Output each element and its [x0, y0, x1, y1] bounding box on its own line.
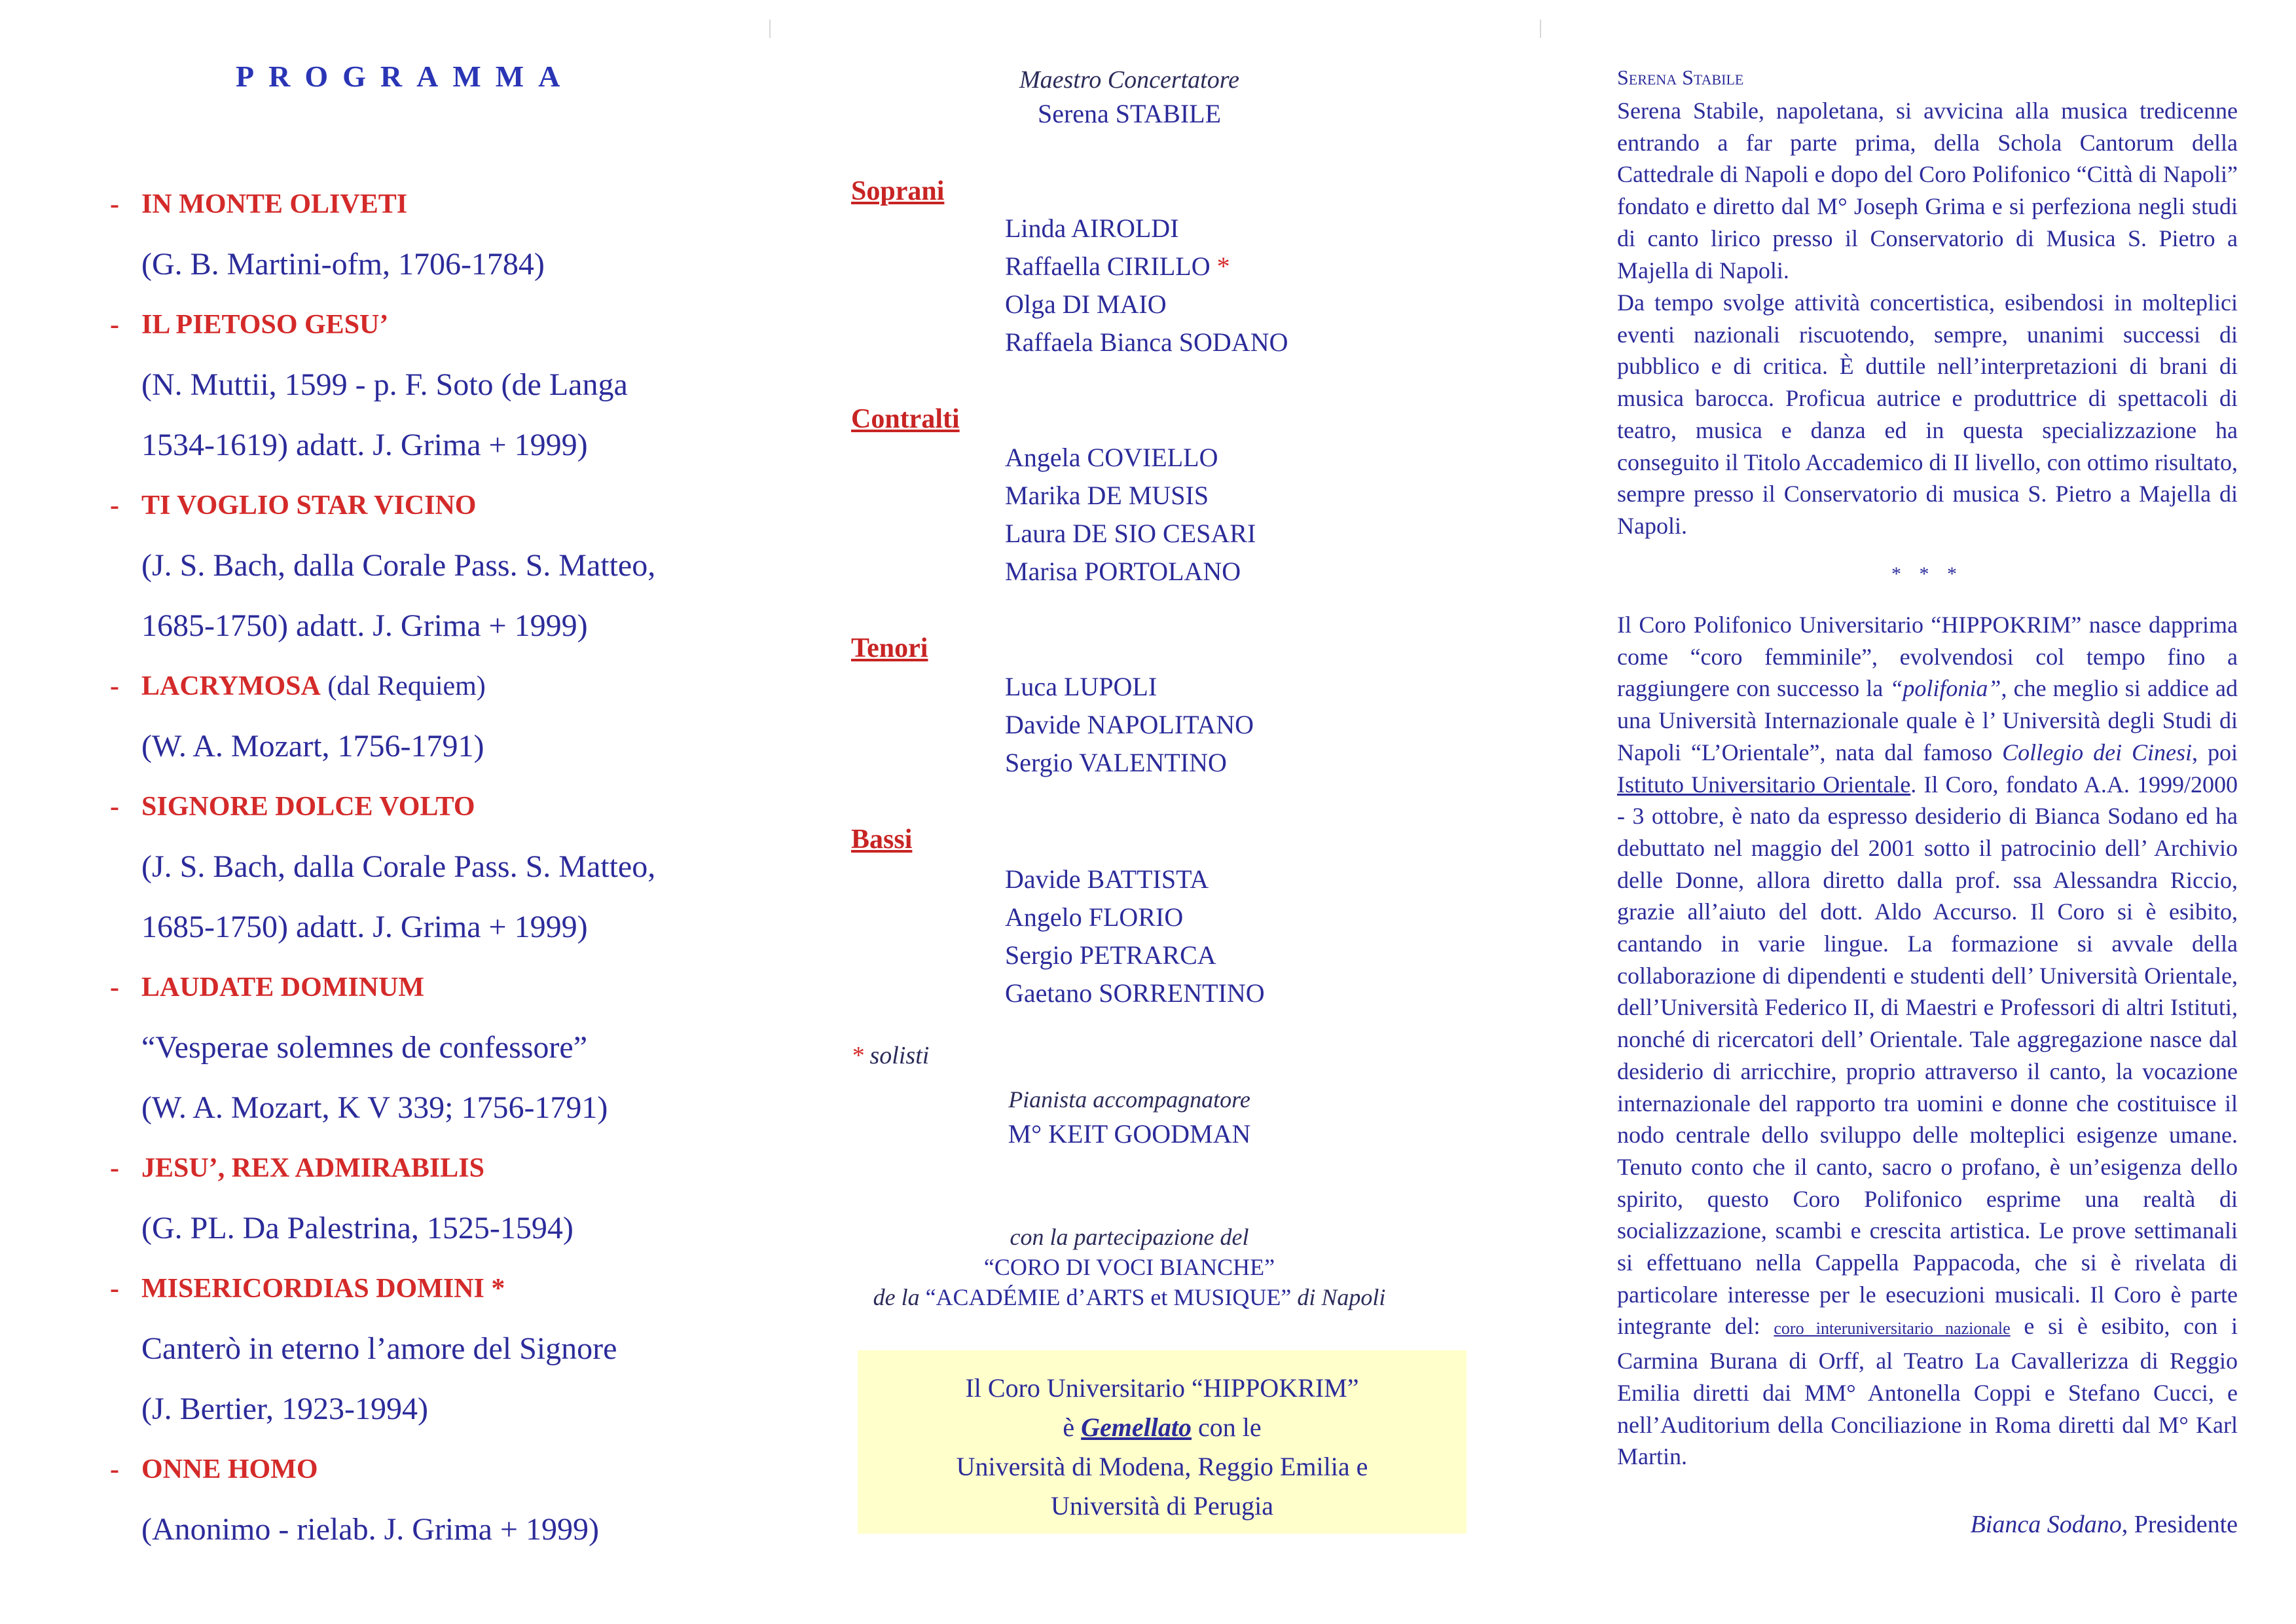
member-name: Marisa PORTOLANO — [1005, 557, 1241, 586]
piece-detail: “Vesperae solemnes de confessore” — [141, 1030, 588, 1065]
program-item — [105, 1268, 733, 1449]
member-name: Gaetano SORRENTINO — [1005, 978, 1265, 1008]
fold-mark-right — [1540, 20, 1541, 38]
member-name: Raffaella CIRILLO * — [1005, 251, 1230, 281]
member-name: Sergio PETRARCA — [1005, 940, 1216, 970]
piece-detail: 1685-1750) adatt. J. Grima + 1999) — [141, 608, 588, 643]
choir-paragraph: Il Coro Polifonico Universitario “HIPPOKRIM” nasce dapprima come “coro femminile”, evolvendosi col tempo fino a raggiungere con successo la “polifonia”, che meglio si addice ad una Università Internazionale quale è l’ Università degli Studi di Napoli “L’Orientale”, nata dal famoso Collegio dei Cinesi, poi Istituto Universitario Orientale. Il Coro, fondato A.A. 1999/2000 - 3 ottobre, è nato da espresso desiderio di Bianca Sodano ed ha debuttato nel maggio del 2001 sotto il patrocinio dell’ Archivio delle Donne, allora diretto dalla prof. ssa Alessandra Riccio, grazie all’aiuto del dott. Aldo Accurso. Il Coro si è esibito, cantando in varie lingue. La formazione si avvale della collaborazione di dipendenti e studenti dell’ Università Orientale, dell’Università Federico II, di Maestri e Professori di altri Istituti, nonché di ricercatori dell’ Orientale. Tale aggregazione nasce dal desiderio di arricchire, proprio attraverso il canto, la vocazione internazionale del rapporto tra uomini e donne che costituisce il nodo centrale dello sviluppo delle molteplici esigenze umane. Tenuto conto che il canto, sacro o profano, è un’esigenza dello spirito, questo Coro Polifonico esprime una realtà di socializzazione, scambi e crescita artistica. Le prove settimanali si effettuano nella Cappella Pappacoda, che si è rivelata di particolare interesse per le esecuzioni musicali. Il Coro è parte integrante del: coro interuniversitario nazionale e si è esibito, con i Carmina Burana di Orff, al Teatro La Cavallerizza di Reggio Emilia diretti dai MM° Antonella Coppi e Stefano Cucci, e nell’Auditorium della Conciliazione in Roma diretti dal M° Karl Martin. — [1617, 612, 2238, 1470]
bullet-dash: - — [110, 310, 119, 340]
participation-de-la: de la — [873, 1284, 920, 1310]
piece-title: - MISERICORDIAS DOMINI * — [105, 1268, 733, 1328]
maestro-name: Serena STABILE — [1037, 99, 1222, 128]
member-name: Laura DE SIO CESARI — [1005, 519, 1256, 548]
piece-title: - LACRYMOSA (dal Requiem) — [105, 665, 733, 726]
program-item — [105, 967, 733, 1147]
program-title: PROGRAMMA — [236, 60, 575, 93]
piece-title: - SIGNORE DOLCE VOLTO — [105, 786, 733, 846]
member-name: Sergio VALENTINO — [1005, 748, 1227, 777]
section-separator: * * * — [1891, 563, 1963, 585]
bullet-dash: - — [110, 972, 119, 1003]
bio-heading: Serena Stabile — [1617, 65, 1744, 89]
program-item — [105, 786, 733, 967]
program-item — [105, 665, 733, 786]
participation-city: di Napoli — [1297, 1284, 1386, 1310]
signature-role: , Presidente — [2121, 1511, 2238, 1538]
piece-detail: (G. B. Martini-ofm, 1706-1784) — [141, 247, 545, 282]
bullet-dash: - — [110, 490, 119, 521]
bullet-dash: - — [110, 1454, 119, 1485]
bullet-dash: - — [110, 189, 119, 219]
program-item — [105, 304, 733, 485]
twinning-box — [858, 1350, 1467, 1534]
signature — [1971, 1510, 2238, 1539]
piece-title: - ONNE HOMO — [105, 1449, 733, 1509]
pianist-name: M° KEIT GOODMAN — [1008, 1119, 1251, 1149]
member-name: Angela COVIELLO — [1005, 443, 1218, 472]
piece-detail: (W. A. Mozart, 1756-1791) — [141, 729, 484, 764]
about-panel — [1617, 0, 2238, 1624]
member-name: Davide BATTISTA — [1005, 864, 1209, 894]
piece-detail: (J. Bertier, 1923-1994) — [141, 1392, 428, 1426]
program-item — [105, 485, 733, 665]
piece-title: - LAUDATE DOMINUM — [105, 967, 733, 1027]
piece-detail: 1685-1750) adatt. J. Grima + 1999) — [141, 910, 588, 944]
section-list-contralti — [1005, 439, 1256, 591]
piece-title: - TI VOGLIO STAR VICINO — [105, 485, 733, 545]
gemellato-word: Gemellato — [1081, 1412, 1192, 1442]
soloist-label: solisti — [869, 1042, 930, 1069]
program-item — [105, 183, 733, 304]
piece-detail: (N. Muttii, 1599 - p. F. Soto (de Langa — [141, 367, 628, 402]
piece-detail: (J. S. Bach, dalla Corale Pass. S. Matteo, — [141, 849, 656, 884]
participation-intro: con la partecipazione del — [1010, 1224, 1249, 1250]
piece-detail: (W. A. Mozart, K V 339; 1756-1791) — [141, 1090, 608, 1125]
member-name: Marika DE MUSIS — [1005, 481, 1209, 510]
section-heading-tenori: Tenori — [851, 633, 928, 663]
member-name: Linda AIROLDI — [1005, 213, 1179, 243]
member-name: Davide NAPOLITANO — [1005, 710, 1254, 739]
program-list — [105, 183, 733, 1569]
section-list-tenori — [1005, 668, 1254, 782]
bullet-dash: - — [110, 1153, 119, 1183]
piece-detail: (J. S. Bach, dalla Corale Pass. S. Matteo, — [141, 548, 656, 583]
twinning-line-2: è Gemellato con le — [1063, 1412, 1262, 1442]
member-name: Olga DI MAIO — [1005, 289, 1167, 319]
bullet-dash: - — [110, 792, 119, 822]
section-heading-contralti: Contralti — [851, 404, 960, 434]
member-name: Luca LUPOLI — [1005, 672, 1157, 701]
signature-name: Bianca Sodano — [1970, 1511, 2122, 1538]
twinning-line-1: Il Coro Universitario “HIPPOKRIM” — [965, 1373, 1359, 1403]
program-item — [105, 1147, 733, 1268]
participation-coro: “CORO DI VOCI BIANCHE” — [983, 1254, 1275, 1280]
academie-name: “ACADÉMIE d’ARTS et MUSIQUE” — [925, 1284, 1292, 1310]
piece-detail: Canterò in eterno l’amore del Signore — [141, 1331, 617, 1366]
piece-title: - JESU’, REX ADMIRABILIS — [105, 1147, 733, 1208]
member-name: Raffaela Bianca SODANO — [1005, 327, 1288, 357]
bio-paragraph-2: Da tempo svolge attività concertistica, esibendosi in molteplici eventi nazionali riscuotendo, sempre, unanimi successi di pubblico e di critica. È duttile nell’interpretazioni di brani di musica barocca. Proficua autrice e produttrice di spettacoli di teatro, musica e danza ed in questa specializzazione ha conseguito il Titolo Accademico di II livello, con ottimo risultato, sempre presso il Conservatorio di musica S. Pietro a Majella di Napoli. — [1617, 289, 2238, 539]
section-list-soprani — [1005, 210, 1288, 361]
section-heading-soprani: Soprani — [851, 176, 945, 206]
twinning-line-4: Università di Perugia — [1051, 1491, 1273, 1521]
piece-detail: (G. PL. Da Palestrina, 1525-1594) — [141, 1211, 574, 1246]
ensemble-panel — [766, 0, 1493, 1624]
bullet-dash: - — [110, 671, 119, 701]
pianist-role: Pianista accompagnatore — [1008, 1086, 1250, 1113]
bullet-dash: - — [110, 1274, 119, 1304]
bio-paragraph-1: Serena Stabile, napoletana, si avvicina alla musica tredicenne entrando a far parte prima, della Schola Cantorum della Cattedrale di Napoli e dopo del Coro Polifonico “Città di Napoli” fondato e diretto dal M° Joseph Grima e si perfeziona negli studi di canto lirico presso il Conservatorio di Musica S. Pietro a Majella di Napoli. — [1617, 98, 2238, 284]
program-panel — [105, 0, 733, 1624]
section-list-bassi — [1005, 860, 1265, 1012]
program-item — [105, 1449, 733, 1569]
twinning-line-3: Università di Modena, Reggio Emilia e — [956, 1452, 1368, 1481]
participation-academie — [766, 1283, 1493, 1311]
soloist-star: * — [1216, 251, 1230, 281]
maestro-role: Maestro Concertatore — [1019, 66, 1239, 94]
piece-detail: 1534-1619) adatt. J. Grima + 1999) — [141, 428, 588, 462]
soloist-star: * — [851, 1042, 864, 1069]
soloist-note — [851, 1041, 929, 1070]
piece-title: - IL PIETOSO GESU’ — [105, 304, 733, 364]
piece-title: - IN MONTE OLIVETI — [105, 183, 733, 244]
piece-detail: (Anonimo - rielab. J. Grima + 1999) — [141, 1512, 599, 1547]
member-name: Angelo FLORIO — [1005, 902, 1184, 932]
section-heading-bassi: Bassi — [851, 824, 913, 855]
